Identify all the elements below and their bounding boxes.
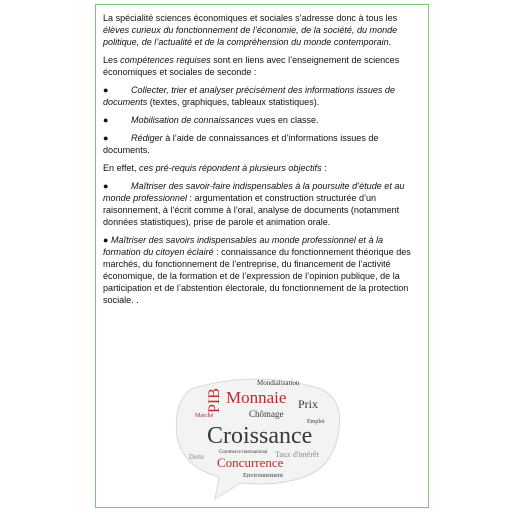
bullet-icon: ●: [103, 133, 109, 143]
word-cloud-image: [171, 373, 341, 501]
objectif-text: : connaissance du fonctionnement théorique des marchés, du fonctionnement de l’entreprise, du financement de l’activité économique, de la formation et de l’expression de l’opinion publique, de la participation et de l’abstention électorale, du fonctionnement de la protection sociale. .: [103, 247, 411, 305]
word-environnement: Environnement: [243, 472, 284, 479]
word-dette: Dette: [189, 453, 205, 461]
competence-emphasis: Mobilisation de connaissances: [131, 115, 254, 125]
competences-intro-c: sont en liens avec l’enseignement de sciences économiques et sociales de seconde :: [103, 55, 400, 77]
intro-emphasis: élèves curieux du fonctionnement de l’économie, de la société, du monde politique, de l’actualité et de la compréhension du monde contemporain: [103, 25, 398, 47]
bullet-icon: ●: [103, 115, 109, 125]
word-croissance: Croissance: [207, 423, 313, 449]
objectif-item-savoirs: [103, 234, 422, 306]
objectif-emphasis: Maîtriser des savoir-faire indispensables à la poursuite d’étude et au monde professionnel: [103, 181, 405, 203]
speech-bubble-word-cloud: [171, 373, 341, 501]
intro-period: .: [388, 37, 392, 47]
competence-item-mobilisation: [103, 114, 422, 126]
competence-text: (textes, graphiques, tableaux statistiques).: [147, 97, 320, 107]
competence-emphasis: Collecter, trier et analyser précisément des informations issues de documents: [103, 85, 395, 107]
competences-intro-a: Les: [103, 55, 121, 65]
word-mondialisation: Mondialisation: [257, 379, 300, 387]
intro-paragraph: [103, 12, 422, 48]
bullet-icon: ●: [103, 85, 109, 95]
word-chomage: Chômage: [249, 409, 284, 419]
objectif-item-savoir-faire: [103, 180, 422, 228]
bullet-icon: ●: [103, 235, 109, 245]
word-marche: Marché: [195, 413, 214, 419]
competence-text: vues en classe.: [253, 115, 319, 125]
word-monnaie: Monnaie: [226, 388, 287, 407]
competences-intro-emphasis: compétences requises: [120, 55, 211, 65]
intro-text: La spécialité sciences économiques et sociales s’adresse donc à tous les: [103, 13, 398, 23]
objectifs-intro-emphasis: ces pré-requis répondent à plusieurs objectifs: [139, 163, 322, 173]
competence-item-collecter: [103, 84, 422, 108]
competences-intro: [103, 54, 422, 78]
word-commerce-international: Commerce international: [219, 450, 268, 455]
objectif-emphasis: Maîtriser des savoirs indispensables au monde professionnel et à la formation du citoyen éclairé: [103, 235, 384, 257]
competence-item-rediger: [103, 132, 422, 156]
objectif-text: : argumentation et construction structurée d’un raisonnement, à l’écrit comme à l’oral, analyse de documents (notamment données statistiques), prise de parole et animation orale.: [103, 193, 400, 227]
competence-text: à l’aide de connaissances et d’informations issues de documents.: [103, 133, 379, 155]
word-pib: PIB: [206, 388, 223, 413]
objectifs-intro: [103, 162, 422, 174]
objectifs-intro-c: :: [321, 163, 327, 173]
text-frame: [95, 4, 429, 508]
objectifs-intro-a: En effet,: [103, 163, 140, 173]
competence-emphasis: Rédiger: [131, 133, 163, 143]
bullet-icon: ●: [103, 181, 109, 191]
word-prix: Prix: [298, 397, 319, 411]
word-taux-interet: Taux d'intérêt: [275, 450, 319, 459]
word-concurrence: Concurrence: [217, 455, 284, 470]
word-emploi: Emploi: [307, 419, 325, 425]
